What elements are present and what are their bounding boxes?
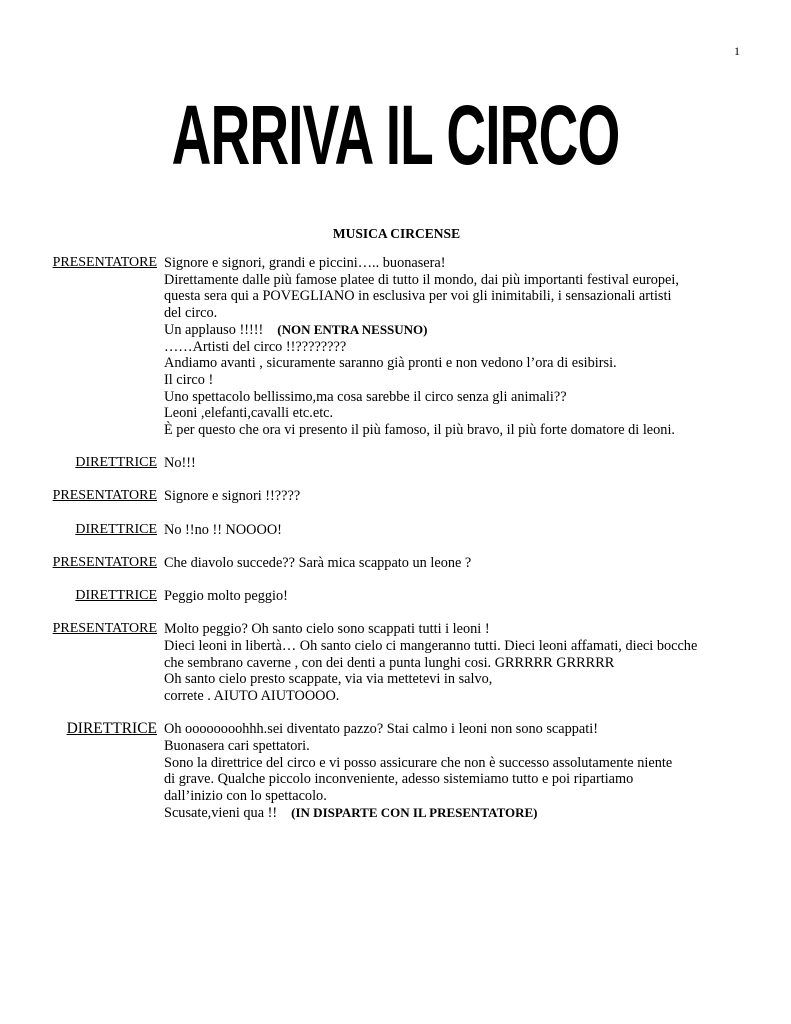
dialogue-block <box>0 621 791 705</box>
line-text: del circo. <box>164 305 218 322</box>
dialogue-line <box>164 638 764 655</box>
speaker-name: DIRETTRICE <box>66 720 157 738</box>
dialogue-line <box>164 405 764 422</box>
line-text: Che diavolo succede?? Sarà mica scappato un leone ? <box>164 554 472 571</box>
stage-direction-music <box>0 226 791 242</box>
dialogue-line <box>164 255 764 272</box>
dialogue-lines <box>164 721 764 821</box>
dialogue-lines <box>164 522 764 539</box>
line-text: Molto peggio? Oh santo cielo sono scappati tutti i leoni ! <box>164 621 490 638</box>
line-text: No !!no !! NOOOO! <box>164 521 282 538</box>
line-text: questa sera qui a POVEGLIANO in esclusiva per voi gli inimitabili, i sensazionali artisti <box>164 288 672 305</box>
speaker-name: PRESENTATORE <box>52 488 157 504</box>
stage-direction: (IN DISPARTE CON IL PRESENTATORE) <box>291 804 538 820</box>
speaker-name: DIRETTRICE <box>75 455 157 471</box>
line-text: correte . AIUTO AIUTOOOO. <box>164 688 340 705</box>
line-text: Dieci leoni in libertà… Oh santo cielo ci mangeranno tutti. Dieci leoni affamati, dieci bocche <box>164 637 698 654</box>
dialogue-line <box>164 305 764 322</box>
dialogue-lines <box>164 588 764 605</box>
line-text: Un applauso !!!!! <box>164 321 264 338</box>
line-text: Buonasera cari spettatori. <box>164 737 310 754</box>
dialogue-line <box>164 588 764 605</box>
dialogue-block <box>0 455 791 472</box>
line-text: Il circo ! <box>164 371 214 388</box>
line-text: ……Artisti del circo !!???????? <box>164 338 347 355</box>
dialogue-line <box>164 522 764 539</box>
stage-direction: (NON ENTRA NESSUNO) <box>277 321 428 337</box>
dialogue-line <box>164 655 764 672</box>
script-body <box>0 255 791 838</box>
dialogue-line <box>164 322 764 339</box>
dialogue-block <box>0 488 791 505</box>
dialogue-line <box>164 555 764 572</box>
dialogue-line <box>164 738 764 755</box>
dialogue-line <box>164 671 764 688</box>
speaker-name: PRESENTATORE <box>52 621 157 637</box>
dialogue-lines <box>164 621 764 705</box>
dialogue-block <box>0 255 791 439</box>
line-text: Scusate,vieni qua !! <box>164 804 278 821</box>
line-text: Direttamente dalle più famose platee di tutto il mondo, dai più importanti festival europei, <box>164 271 679 288</box>
dialogue-lines <box>164 455 764 472</box>
speaker-name: PRESENTATORE <box>52 554 157 570</box>
document-title: ARRIVA IL CIRCO <box>171 87 620 183</box>
speaker-name: DIRETTRICE <box>75 588 157 604</box>
line-text: Peggio molto peggio! <box>164 588 288 605</box>
dialogue-line <box>164 788 764 805</box>
line-text: Signore e signori !!???? <box>164 488 301 505</box>
dialogue-lines <box>164 555 764 572</box>
dialogue-line <box>164 688 764 705</box>
dialogue-line <box>164 288 764 305</box>
line-text: Oh santo cielo presto scappate, via via mettetevi in salvo, <box>164 671 493 688</box>
music-label: MUSICA CIRCENSE <box>332 226 461 241</box>
line-text: dall’inizio con lo spettacolo. <box>164 788 327 805</box>
speaker-name: DIRETTRICE <box>75 521 157 537</box>
dialogue-line <box>164 339 764 356</box>
line-text: che sembrano caverne , con dei denti a punta lunghi cosi. GRRRRR GRRRRR <box>164 654 615 671</box>
dialogue-block <box>0 721 791 821</box>
line-text: Uno spettacolo bellissimo,ma cosa sarebbe il circo senza gli animali?? <box>164 388 567 405</box>
dialogue-line <box>164 721 764 738</box>
dialogue-line <box>164 272 764 289</box>
dialogue-line <box>164 389 764 406</box>
line-text: È per questo che ora vi presento il più famoso, il più bravo, il più forte domatore di leoni. <box>164 422 675 439</box>
dialogue-block <box>0 555 791 572</box>
dialogue-line <box>164 488 764 505</box>
line-text: Oh oooooooohhh.sei diventato pazzo? Stai calmo i leoni non sono scappati! <box>164 721 598 738</box>
dialogue-line <box>164 771 764 788</box>
dialogue-line <box>164 755 764 772</box>
line-text: Andiamo avanti , sicuramente saranno già pronti e non vedono l’ora di esibirsi. <box>164 355 617 372</box>
page-number: 1 <box>734 44 740 58</box>
dialogue-block <box>0 522 791 539</box>
dialogue-line <box>164 621 764 638</box>
dialogue-line <box>164 372 764 389</box>
dialogue-line <box>164 422 764 439</box>
dialogue-line <box>164 455 764 472</box>
line-text: Sono la direttrice del circo e vi posso assicurare che non è successo assolutamente niente <box>164 754 673 771</box>
dialogue-lines <box>164 488 764 505</box>
dialogue-line <box>164 805 764 822</box>
line-text: di grave. Qualche piccolo inconveniente, adesso sistemiamo tutto e poi ripartiamo <box>164 771 634 788</box>
line-text: Signore e signori, grandi e piccini….. buonasera! <box>164 255 446 271</box>
line-text: No!!! <box>164 455 196 472</box>
speaker-name: PRESENTATORE <box>52 255 157 270</box>
line-text: Leoni ,elefanti,cavalli etc.etc. <box>164 405 334 422</box>
dialogue-lines <box>164 255 764 439</box>
dialogue-block <box>0 588 791 605</box>
dialogue-line <box>164 355 764 372</box>
